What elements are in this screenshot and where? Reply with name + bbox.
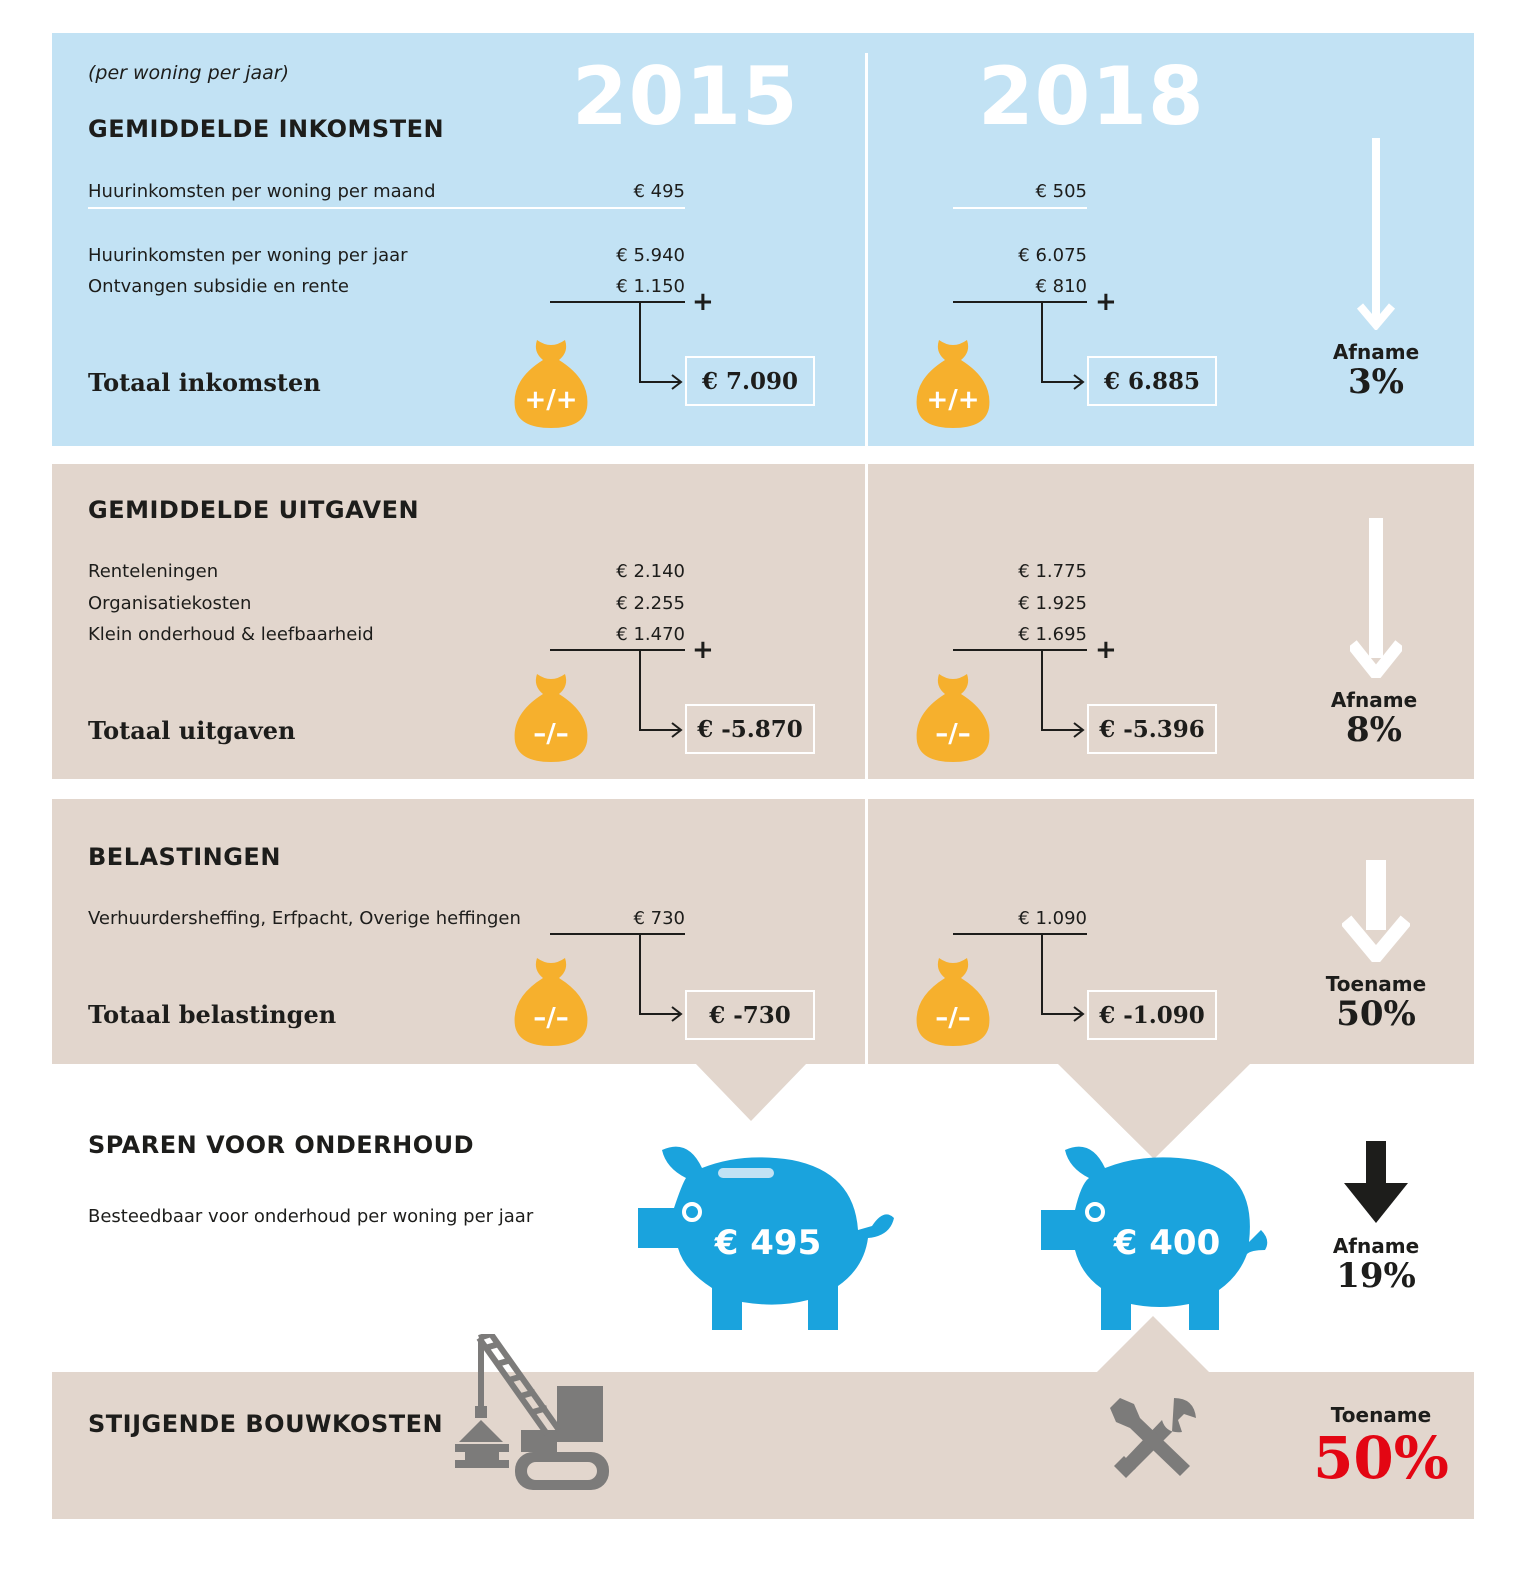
expenses-row-value-2015: € 1.470 — [616, 624, 685, 645]
income-row-label: Huurinkomsten per woning per maand — [88, 181, 436, 202]
savings-change-pct: 19% — [1336, 1256, 1416, 1296]
income-title: GEMIDDELDE INKOMSTEN — [88, 115, 445, 143]
money-bag-icon — [913, 670, 993, 762]
expenses-row-value-2018: € 1.925 — [1018, 593, 1087, 614]
expenses-row-label: Renteleningen — [88, 561, 219, 582]
down-arrow-icon — [1350, 518, 1402, 678]
connector-arrow-icon — [630, 649, 690, 739]
construction-change-label: Toename — [1330, 1403, 1432, 1427]
savings-value-2015: € 495 — [714, 1223, 822, 1263]
money-bag-icon — [511, 954, 591, 1046]
down-arrow-icon — [1342, 1141, 1410, 1225]
down-arrow-icon — [1356, 138, 1396, 330]
expenses-title: GEMIDDELDE UITGAVEN — [88, 496, 420, 524]
savings-change-label: Afname — [1332, 1234, 1420, 1258]
income-row-underline — [88, 207, 685, 209]
year-2015: 2015 — [572, 50, 799, 143]
connector-arrow-icon — [1032, 301, 1092, 391]
taxes-total-2018: € -1.090 — [1087, 990, 1217, 1040]
taxes-row-label: Verhuurdersheffing, Erfpacht, Overige heffingen — [88, 908, 521, 929]
pointer-up — [1097, 1316, 1209, 1372]
expenses-total-label: Totaal uitgaven — [88, 716, 296, 745]
taxes-total-label: Totaal belastingen — [88, 1000, 337, 1029]
income-row-label: Ontvangen subsidie en rente — [88, 276, 349, 297]
plus-sign-2015: + — [692, 635, 714, 665]
income-row-label: Huurinkomsten per woning per jaar — [88, 245, 408, 266]
taxes-total-2015: € -730 — [685, 990, 815, 1040]
note-per-woning: (per woning per jaar) — [88, 62, 290, 84]
expenses-row-value-2015: € 2.140 — [616, 561, 685, 582]
income-change-pct: 3% — [1348, 362, 1404, 402]
expenses-total-2018: € -5.396 — [1087, 704, 1217, 754]
expenses-divider — [865, 464, 868, 779]
bag-sign: +/+ — [926, 385, 980, 415]
income-total-2018: € 6.885 — [1087, 356, 1217, 406]
taxes-divider — [865, 799, 868, 1064]
pointer-2015 — [695, 1063, 807, 1121]
expenses-row-value-2015: € 2.255 — [616, 593, 685, 614]
crane-icon — [455, 1334, 615, 1494]
bag-sign: –/– — [533, 1003, 569, 1033]
money-bag-icon — [913, 954, 993, 1046]
expenses-change-pct: 8% — [1346, 710, 1402, 750]
taxes-title: BELASTINGEN — [88, 843, 281, 871]
income-change-label: Afname — [1332, 340, 1420, 364]
income-total-2015: € 7.090 — [685, 356, 815, 406]
taxes-row-value-2018: € 1.090 — [1018, 908, 1087, 929]
plus-sign-2015: + — [692, 287, 714, 317]
savings-subtitle: Besteedbaar voor onderhoud per woning per jaar — [88, 1206, 534, 1227]
money-bag-icon — [511, 670, 591, 762]
connector-arrow-icon — [630, 301, 690, 391]
income-row-value-2018: € 6.075 — [1018, 245, 1087, 266]
expenses-row-value-2018: € 1.695 — [1018, 624, 1087, 645]
plus-sign-2018: + — [1095, 287, 1117, 317]
tools-icon — [1110, 1394, 1200, 1480]
piggy-bank-icon — [1035, 1138, 1275, 1333]
year-2018: 2018 — [978, 50, 1205, 143]
expenses-total-2015: € -5.870 — [685, 704, 815, 754]
income-row-value-2018: € 505 — [1035, 181, 1087, 202]
expenses-row-label: Organisatiekosten — [88, 593, 252, 614]
expenses-change-label: Afname — [1330, 688, 1418, 712]
income-total-label: Totaal inkomsten — [88, 368, 321, 397]
connector-arrow-icon — [1032, 649, 1092, 739]
savings-value-2018: € 400 — [1113, 1223, 1221, 1263]
piggy-bank-icon — [632, 1138, 894, 1333]
bag-sign: –/– — [533, 719, 569, 749]
bag-sign: –/– — [935, 719, 971, 749]
connector-arrow-icon — [1032, 933, 1092, 1023]
income-row-value-2018: € 810 — [1035, 276, 1087, 297]
money-bag-icon — [511, 336, 591, 428]
expenses-row-value-2018: € 1.775 — [1018, 561, 1087, 582]
taxes-row-value-2015: € 730 — [633, 908, 685, 929]
income-row-value-2015: € 1.150 — [616, 276, 685, 297]
bag-sign: –/– — [935, 1003, 971, 1033]
down-arrow-icon — [1342, 860, 1410, 962]
construction-title: STIJGENDE BOUWKOSTEN — [88, 1410, 444, 1438]
bag-sign: +/+ — [524, 385, 578, 415]
construction-panel — [52, 1372, 1474, 1519]
income-divider — [865, 53, 868, 446]
income-row-underline-2018 — [953, 207, 1087, 209]
savings-title: SPAREN VOOR ONDERHOUD — [88, 1131, 475, 1159]
connector-arrow-icon — [630, 933, 690, 1023]
plus-sign-2018: + — [1095, 635, 1117, 665]
taxes-change-label: Toename — [1325, 972, 1427, 996]
taxes-change-pct: 50% — [1336, 994, 1416, 1034]
income-row-value-2015: € 495 — [633, 181, 685, 202]
expenses-row-label: Klein onderhoud & leefbaarheid — [88, 624, 374, 645]
construction-change-pct: 50% — [1313, 1424, 1449, 1492]
money-bag-icon — [913, 336, 993, 428]
income-row-value-2015: € 5.940 — [616, 245, 685, 266]
